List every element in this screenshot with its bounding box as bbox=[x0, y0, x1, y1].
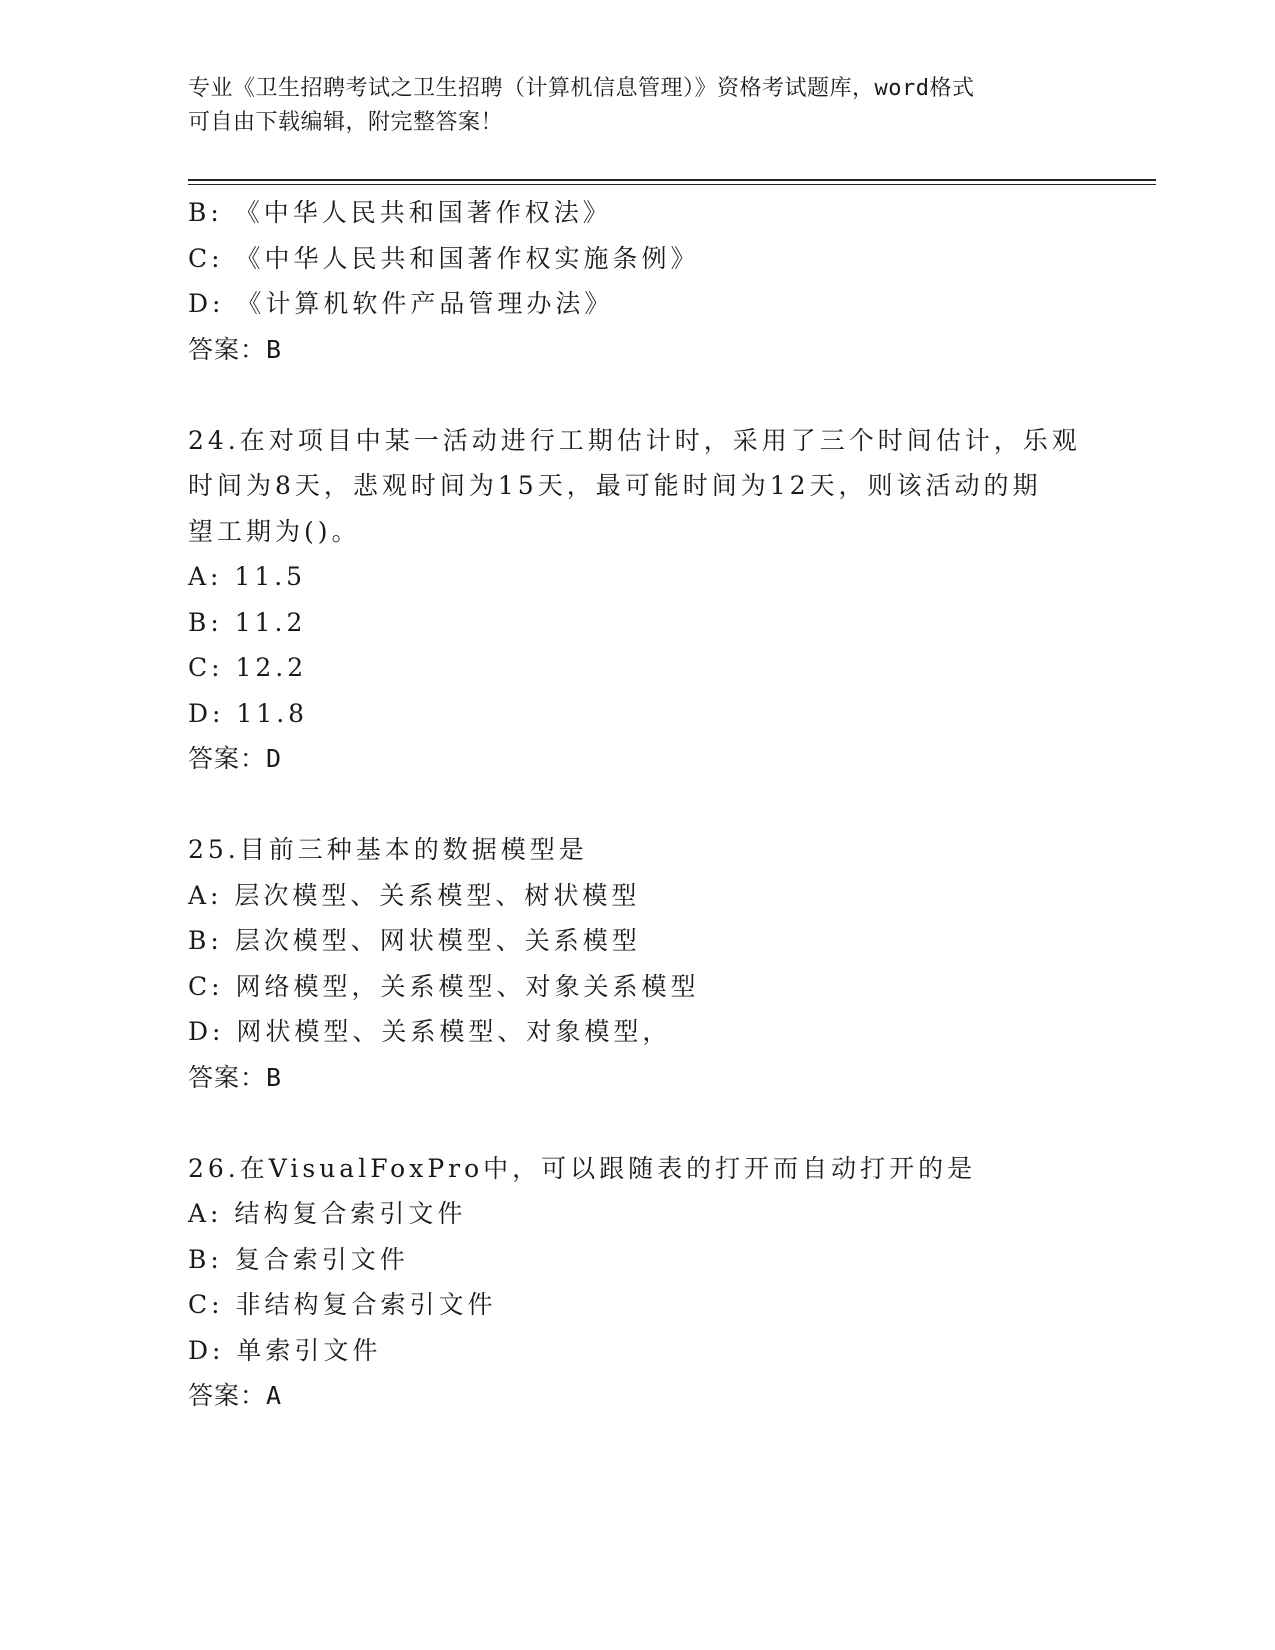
question-block bbox=[188, 1146, 1088, 1419]
option-d: D: 《计算机软件产品管理办法》 bbox=[188, 289, 614, 318]
option-b: B: 《中华人民共和国著作权法》 bbox=[188, 198, 612, 227]
question-stem: 24.在对项目中某一活动进行工期估计时，采用了三个时间估计，乐观 bbox=[188, 425, 1081, 455]
answer-label: 答案：A bbox=[188, 1381, 283, 1410]
option-a: A: 11.5 bbox=[188, 562, 307, 591]
page-header bbox=[188, 72, 1108, 140]
question-block bbox=[188, 418, 1088, 782]
option-c: C: 网络模型，关系模型、对象关系模型 bbox=[188, 971, 700, 1001]
question-stem: 25.目前三种基本的数据模型是 bbox=[188, 835, 588, 864]
option-b: B: 层次模型、网状模型、关系模型 bbox=[188, 926, 641, 955]
spacer bbox=[188, 1100, 1088, 1146]
option-d: D: 网状模型、关系模型、对象模型， bbox=[188, 1017, 672, 1046]
question-block bbox=[188, 827, 1088, 1100]
option-c: C: 12.2 bbox=[188, 653, 308, 682]
question-stem: 时间为8天，悲观时间为15天，最可能时间为12天，则该活动的期 bbox=[188, 471, 1042, 500]
option-b: B: 复合索引文件 bbox=[188, 1244, 409, 1274]
header-title-line: 专业《卫生招聘考试之卫生招聘（计算机信息管理）》资格考试题库，word格式 bbox=[188, 76, 975, 101]
spacer bbox=[188, 782, 1088, 828]
question-stem: 望工期为()。 bbox=[188, 516, 361, 546]
header-divider-thin bbox=[188, 184, 1156, 185]
header-subtitle-line: 可自由下载编辑，附完整答案！ bbox=[188, 110, 504, 135]
option-b: B: 11.2 bbox=[188, 607, 307, 637]
option-a: A: 层次模型、关系模型、树状模型 bbox=[188, 880, 641, 910]
option-c: C: 非结构复合索引文件 bbox=[188, 1290, 497, 1319]
option-d: D: 单索引文件 bbox=[188, 1335, 382, 1365]
answer-label: 答案：B bbox=[188, 1062, 283, 1092]
answer-label: 答案：D bbox=[188, 744, 283, 773]
option-c: C: 《中华人民共和国著作权实施条例》 bbox=[188, 243, 700, 273]
option-a: A: 结构复合索引文件 bbox=[188, 1199, 467, 1228]
option-d: D: 11.8 bbox=[188, 698, 309, 728]
spacer bbox=[188, 372, 1088, 418]
header-divider-thick bbox=[188, 179, 1156, 181]
question-list bbox=[188, 190, 1088, 1419]
question-block bbox=[188, 190, 1088, 372]
question-stem: 26.在VisualFoxPro中，可以跟随表的打开而自动打开的是 bbox=[188, 1153, 977, 1183]
answer-label: 答案：B bbox=[188, 334, 283, 364]
